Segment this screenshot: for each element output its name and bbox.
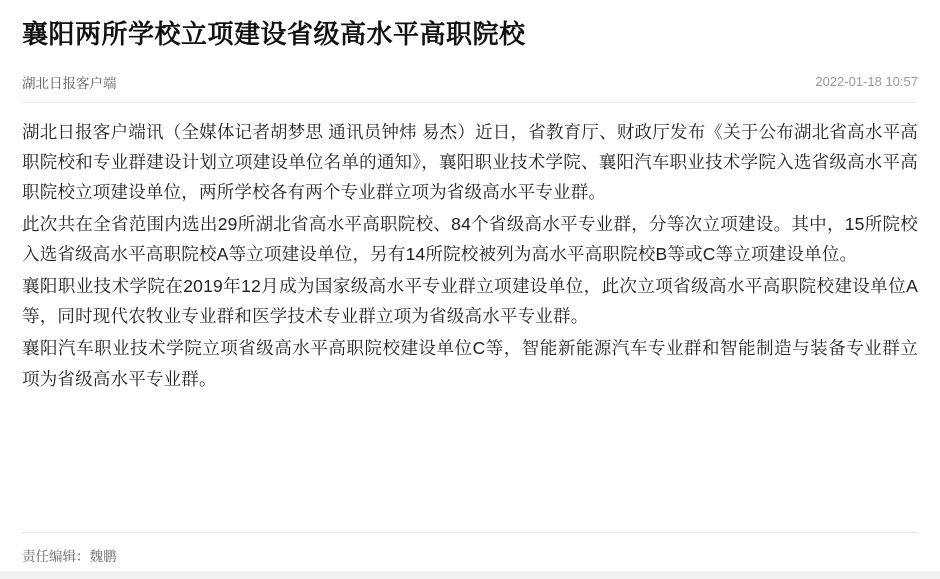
page-title: 襄阳两所学校立项建设省级高水平高职院校 — [22, 19, 526, 49]
article-timestamp: 2022-01-18 10:57 — [815, 74, 918, 90]
article-body — [22, 117, 918, 394]
article-paragraph: 襄阳职业技术学院在2019年12月成为国家级高水平专业群立项建设单位，此次立项省级高水平高职院校建设单位A等，同时现代农牧业专业群和医学技术专业群立项为省级高水平专业群。 — [22, 276, 918, 327]
article-paragraph: 襄阳汽车职业技术学院立项省级高水平高职院校建设单位C等，智能新能源汽车专业群和智能制造与装备专业群立项为省级高水平专业群。 — [22, 338, 918, 389]
article-paragraph: 湖北日报客户端讯（全媒体记者胡梦思 通讯员钟炜 易杰）近日，省教育厅、财政厅发布《关于公布湖北省高水平高职院校和专业群建设计划立项建设单位名单的通知》，襄阳职业技术学院、襄阳汽车职业技术学院入选省级高水平高职院校立项建设单位，两所学校各有两个专业群立项为省级高水平专业群。 — [22, 121, 918, 202]
bottom-bar — [0, 571, 940, 579]
article-meta — [22, 72, 918, 102]
article-source: 湖北日报客户端 — [22, 75, 117, 91]
article-paragraph: 此次共在全省范围内选出29所湖北省高水平高职院校、84个省级高水平专业群，分等次立项建设。其中，15所院校入选省级高水平高职院校A等立项建设单位，另有14所院校被列为高水平高职院校B等或C等立项建设单位。 — [22, 214, 918, 265]
header-divider — [22, 102, 918, 103]
article-editor: 责任编辑：魏鹏 — [22, 549, 117, 564]
